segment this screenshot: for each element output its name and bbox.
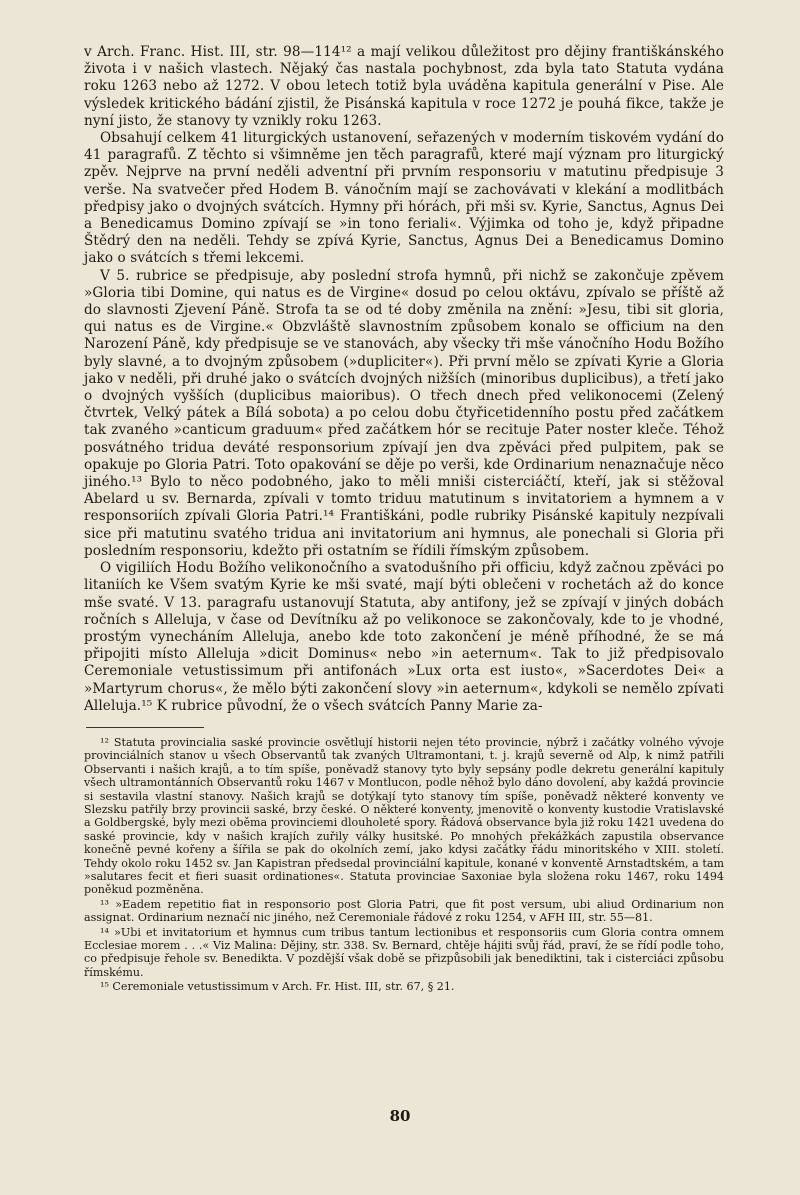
footnote-divider: [86, 727, 204, 728]
paragraph: Obsahují celkem 41 liturgických ustanovení, seřazených v moderním tiskovém vydání do 41 paragrafů. Z těchto si všimněme jen těch paragrafů, které mají význam pro liturgický zpěv. Nejprve na první neděli adventní při prvním responsoriu v matutinu předpisuje 3 verše. Na svatvečer před Hodem B. vánočním mají se zachovávati v klekání a modlitbách předpisy jako o dvojných svátcích. Hymny při hórách, při mši sv. Kyrie, Sanctus, Agnus Dei a Benedicamus Domino zpívají se »in tono feriali«. Výjimka od toho je, když připadne Štědrý den na neděli. Tehdy se zpívá Kyrie, Sanctus, Agnus Dei a Benedicamus Domino jako o svátcích s třemi lekcemi.: [84, 130, 724, 267]
paragraph: O vigiliích Hodu Božího velikonočního a svatodušního při officiu, když začnou zpěváci po litaniích ke Všem svatým Kyrie ke mši svaté, mají býti oblečeni v rochetách až do konce mše svaté. V 13. paragrafu ustanovují Statuta, aby antifony, jež se zpívají v jiných dobách ročních s Alleluja, v čase od Devítníku až po velikonoce se zakončovaly, kde to je vhodné, prostým vynecháním Alleluja, anebo kde toto zakončení je méně příhodné, že se má připojiti místo Alleluja »dicit Dominus« nebo »in aeternum«. Tak to již předpisovalo Ceremoniale vetustissimum při antifonách »Lux orta est iusto«, »Sacerdotes Dei« a »Martyrum chorus«, že mělo býti zakončení slovy »in aeternum«, kdykoli se nemělo zpívati Alleluja.¹⁵ K rubrice původní, že o všech svátcích Panny Marie za-: [84, 560, 724, 714]
footnote: ¹⁴ »Ubi et invitatorium et hymnus cum tribus tantum lectionibus et responsoriis cum Gloria contra omnem Ecclesiae morem . . .« Viz Malina: Dějiny, str. 338. Sv. Bernard, chtěje hájiti svůj řád, praví, že se řídí podle toho, co předpisuje řehole sv. Benedikta. V pozdější však době se přizpůsobili jak benediktini, tak i cisterciáci způsobu římskému.: [84, 925, 724, 979]
page-number: 80: [389, 1107, 411, 1125]
footnote: ¹² Statuta provincialia saské provincie osvětlují historii nejen této provincie, nýbrž i začátky volného vývoje provinciálních stanov u všech Observantů tak zvaných Ultramontani, t. j. krajů severně od Alp, k nimž patřili Observanti i našich krajů, a to tím spíše, poněvadž stanovy tyto byly sepsány podle dekretu generální kapituly všech ultramontánních Observantů roku 1467 v Montlucon, podle něhož bylo dáno dovolení, aby každá provincie si sestavila vlastní stanovy. Našich krajů se dotýkají tyto stanovy tím spíše, poněvadž některé konventy ve Slezsku patřily brzy provincii saské, brzy české. O některé konventy, jmenovitě o konventy kustodie Vratislavské a Goldbergské, byly mezi oběma provinciemi dlouholeté spory. Řádová observance byla již roku 1421 uvedena do saské provincie, kdy v našich krajích zuřily války husitské. Po mnohých překážkách zapustila observance konečně pevné kořeny a šířila se pak do okolních zemí, jako kdysi začátky řádu minoritského v XIII. století. Tehdy okolo roku 1452 sv. Jan Kapistran předsedal provinciální kapitule, konané v konventě Arnstadtském, a tam »salutares fecit et fieri suasit ordinationes«. Statuta provinciae Saxoniae byla složena roku 1467, roku 1494 poněkud pozměněna.: [84, 735, 724, 897]
footnote: ¹⁵ Ceremoniale vetustissimum v Arch. Fr. Hist. III, str. 67, § 21.: [100, 980, 455, 994]
footnote: ¹³ »Eadem repetitio fiat in responsorio post Gloria Patri, que fit post versum, ubi aliud Ordinarium non assignat. Ordinarium neznačí nic jiného, než Ceremoniale řádové z roku 1254, v AFH III, str. 55—81.: [84, 897, 724, 925]
main-text: [84, 44, 724, 715]
paragraph: V 5. rubrice se předpisuje, aby poslední strofa hymnů, při nichž se zakončuje zpěvem »Gloria tibi Domine, qui natus es de Virgine« dosud po celou oktávu, zpívalo se příště až do slavnosti Zjevení Páně. Strofa ta se od té doby změnila na znění: »Jesu, tibi sit gloria, qui natus es de Virgine.« Obzvláště slavnostním způsobem konalo se officium na den Narození Páně, kdy předpisuje se ve stanovách, aby všecky tři mše vánočního Hodu Božího byly slavné, a to dvojným způsobem (»dupliciter«). Při první mělo se zpívati Kyrie a Gloria jako v neděli, při druhé jako o svátcích dvojných nižších (minoribus duplicibus), a třetí jako o dvojných vyšších (duplicibus maioribus). O třech dnech před velikonocemi (Zelený čtvrtek, Velký pátek a Bílá sobota) a po celou dobu čtyřicetidenního postu před začátkem tak zvaného »canticum graduum« před začátkem hór se recituje Pater noster kleče. Téhož posvátného tridua deváté responsorium zpívají jen dva zpěváci před pulpitem, pak se opakuje po Gloria Patri. Toto opakování se děje po verši, kde Ordinarium nenaznačuje něco jiného.¹³ Bylo to něco podobného, jako to měli mniši cisterciáčtí, kteří, jak si stěžoval Abelard u sv. Bernarda, zpívali v tomto triduu matutinum s invitatoriem a hymnem a v responsoriích zpívali Gloria Patri.¹⁴ Františkáni, podle rubriky Pisánské kapituly nezpívali sice při matutinu svatého tridua ani invitatorium ani hymnus, ale ponechali si Gloria při posledním responsoriu, kdežto při ostatním se řídili římským způsobem.: [84, 267, 724, 559]
paragraph: v Arch. Franc. Hist. III, str. 98—114¹² a mají velikou důležitost pro dějiny františkánského života i v našich vlastech. Nějaký čas nastala pochybnost, zda byla tato Statuta vydána roku 1263 nebo až 1272. V obou letech totiž byla uváděna kapitula generální v Pise. Ale výsledek kritického bádání zjistil, že Pisánská kapitula v roce 1272 je pouhá fikce, takže je nyní jisto, že stanovy ty vznikly roku 1263.: [84, 44, 724, 129]
footnotes: [84, 736, 724, 994]
